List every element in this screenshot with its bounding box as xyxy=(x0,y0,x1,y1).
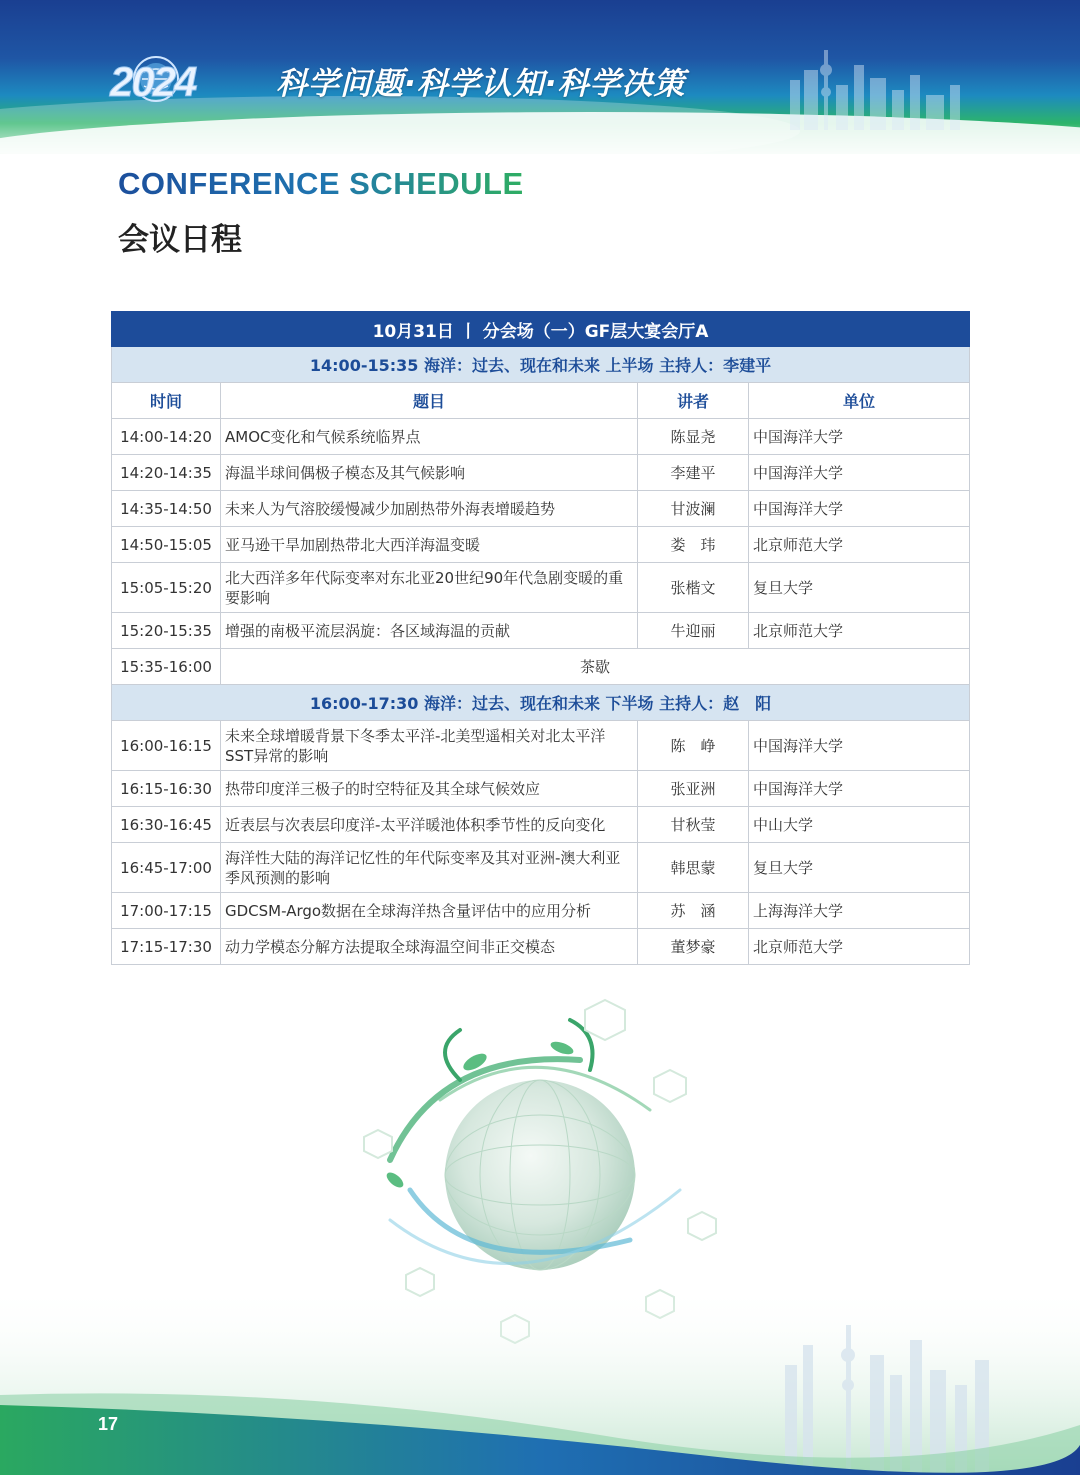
session-title: 14:00-15:35 海洋：过去、现在和未来 上半场 主持人：李建平 xyxy=(112,347,970,383)
header-slogan: 科学问题·科学认知·科学决策 xyxy=(276,66,686,102)
cell-topic: 未来人为气溶胶缓慢减少加剧热带外海表增暖趋势 xyxy=(221,491,638,527)
skyline-decoration xyxy=(780,40,980,130)
page-header-banner xyxy=(0,0,1080,154)
cell-time: 14:20-14:35 xyxy=(112,455,221,491)
table-row xyxy=(112,843,970,893)
schedule-date-header xyxy=(112,312,970,347)
cell-speaker: 甘波澜 xyxy=(638,491,749,527)
table-row xyxy=(112,491,970,527)
cell-institution: 北京师范大学 xyxy=(749,929,970,965)
table-row xyxy=(112,807,970,843)
cell-time: 16:45-17:00 xyxy=(112,843,221,893)
cell-institution: 中山大学 xyxy=(749,807,970,843)
cell-time: 14:35-14:50 xyxy=(112,491,221,527)
cell-time: 14:50-15:05 xyxy=(112,527,221,563)
column-header-topic: 题目 xyxy=(221,383,638,419)
cell-institution: 上海海洋大学 xyxy=(749,893,970,929)
column-header-row xyxy=(112,383,970,419)
table-row xyxy=(112,893,970,929)
session-header xyxy=(112,685,970,721)
column-header-speaker: 讲者 xyxy=(638,383,749,419)
cell-time: 15:20-15:35 xyxy=(112,613,221,649)
cell-topic: 近表层与次表层印度洋-太平洋暖池体积季节性的反向变化 xyxy=(221,807,638,843)
cell-institution: 复旦大学 xyxy=(749,563,970,613)
cell-topic: 热带印度洋三极子的时空特征及其全球气候效应 xyxy=(221,771,638,807)
cell-topic: 增强的南极平流层涡旋：各区域海温的贡献 xyxy=(221,613,638,649)
table-row xyxy=(112,527,970,563)
table-row xyxy=(112,771,970,807)
cell-time: 17:00-17:15 xyxy=(112,893,221,929)
cell-topic: GDCSM-Argo数据在全球海洋热含量评估中的应用分析 xyxy=(221,893,638,929)
column-header-time: 时间 xyxy=(112,383,221,419)
cell-institution: 中国海洋大学 xyxy=(749,721,970,771)
schedule-date-title: 10月31日 丨 分会场（一）GF层大宴会厅A xyxy=(112,312,970,347)
session-header xyxy=(112,347,970,383)
table-row xyxy=(112,419,970,455)
break-row xyxy=(112,649,970,685)
cell-institution: 北京师范大学 xyxy=(749,613,970,649)
cell-institution: 中国海洋大学 xyxy=(749,455,970,491)
cell-topic: 亚马逊干旱加剧热带北大西洋海温变暖 xyxy=(221,527,638,563)
cell-time: 17:15-17:30 xyxy=(112,929,221,965)
cell-speaker: 甘秋莹 xyxy=(638,807,749,843)
title-english: CONFERENCE SCHEDULE xyxy=(118,166,524,201)
cell-speaker: 张楷文 xyxy=(638,563,749,613)
page-number: 17 xyxy=(98,1414,119,1434)
table-row xyxy=(112,455,970,491)
cell-speaker: 陈显尧 xyxy=(638,419,749,455)
cell-speaker: 陈 峥 xyxy=(638,721,749,771)
table-row xyxy=(112,613,970,649)
cell-institution: 北京师范大学 xyxy=(749,527,970,563)
cell-speaker: 牛迎丽 xyxy=(638,613,749,649)
cell-topic: 海温半球间偶极子模态及其气候影响 xyxy=(221,455,638,491)
column-header-institution: 单位 xyxy=(749,383,970,419)
cell-topic: 未来全球增暖背景下冬季太平洋-北美型遥相关对北太平洋SST异常的影响 xyxy=(221,721,638,771)
cell-topic: 北大西洋多年代际变率对东北亚20世纪90年代急剧变暖的重要影响 xyxy=(221,563,638,613)
cell-speaker: 韩思蒙 xyxy=(638,843,749,893)
cell-institution: 中国海洋大学 xyxy=(749,419,970,455)
footer-decoration xyxy=(0,1285,1080,1475)
cell-time: 15:35-16:00 xyxy=(112,649,221,685)
cell-break-label: 茶歇 xyxy=(221,649,970,685)
table-row xyxy=(112,563,970,613)
cell-time: 16:30-16:45 xyxy=(112,807,221,843)
cell-time: 15:05-15:20 xyxy=(112,563,221,613)
cell-speaker: 董梦豪 xyxy=(638,929,749,965)
cell-institution: 复旦大学 xyxy=(749,843,970,893)
conference-logo xyxy=(108,52,258,106)
cell-topic: 海洋性大陆的海洋记忆性的年代际变率及其对亚洲-澳大利亚季风预测的影响 xyxy=(221,843,638,893)
cell-speaker: 娄 玮 xyxy=(638,527,749,563)
table-row xyxy=(112,929,970,965)
session-title: 16:00-17:30 海洋：过去、现在和未来 下半场 主持人：赵 阳 xyxy=(112,685,970,721)
cell-speaker: 李建平 xyxy=(638,455,749,491)
cell-topic: 动力学模态分解方法提取全球海温空间非正交模态 xyxy=(221,929,638,965)
table-row xyxy=(112,721,970,771)
cell-institution: 中国海洋大学 xyxy=(749,491,970,527)
cell-speaker: 苏 涵 xyxy=(638,893,749,929)
cell-institution: 中国海洋大学 xyxy=(749,771,970,807)
logo-year: 2024 xyxy=(110,58,196,105)
cell-time: 14:00-14:20 xyxy=(112,419,221,455)
schedule-table xyxy=(111,311,970,965)
cell-time: 16:00-16:15 xyxy=(112,721,221,771)
cell-topic: AMOC变化和气候系统临界点 xyxy=(221,419,638,455)
title-chinese: 会议日程 xyxy=(118,222,242,258)
cell-time: 16:15-16:30 xyxy=(112,771,221,807)
cell-speaker: 张亚洲 xyxy=(638,771,749,807)
